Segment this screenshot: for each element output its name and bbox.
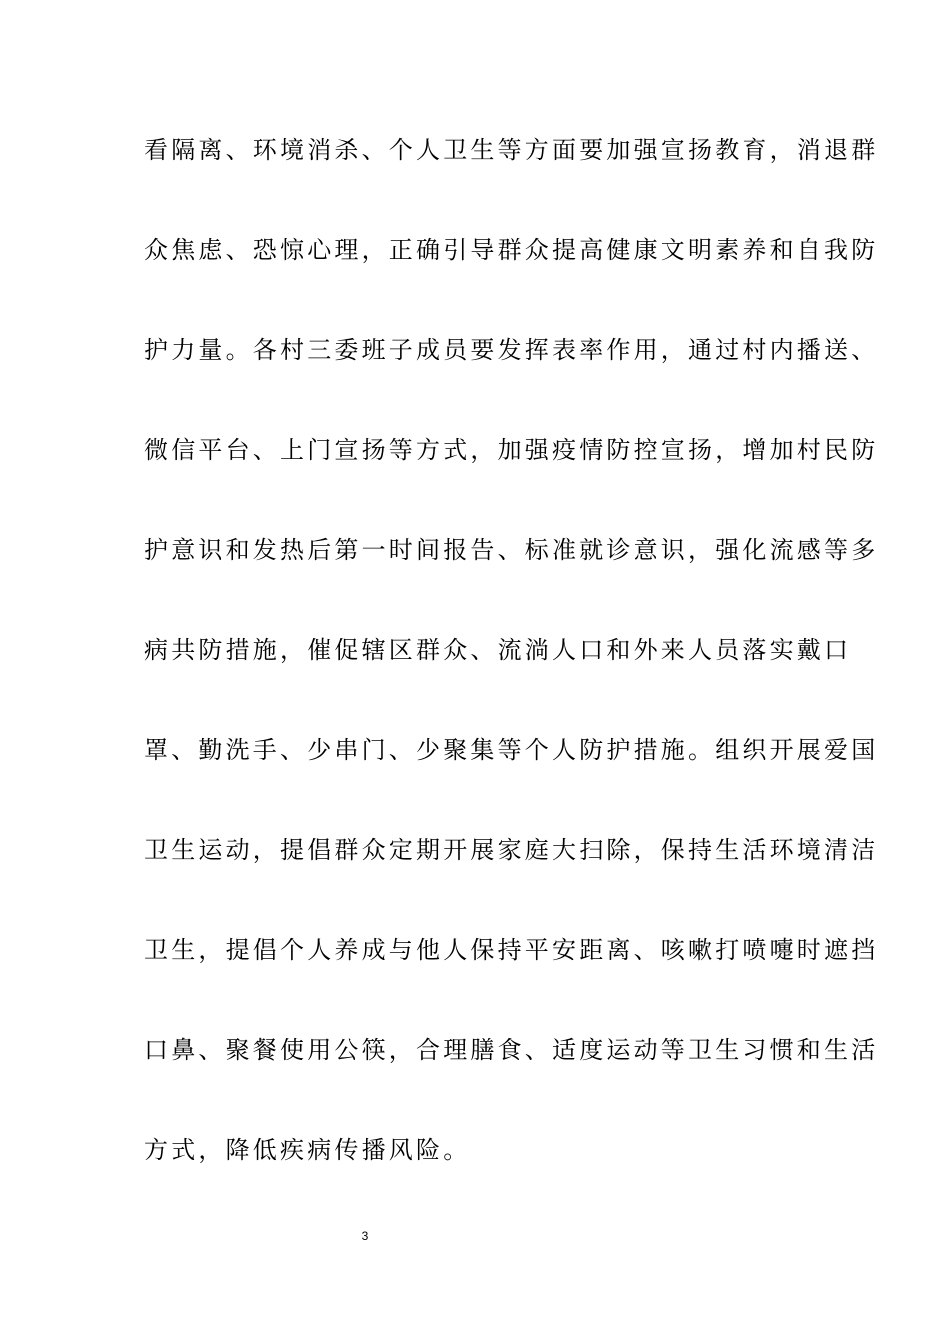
- text-line: 看隔离、环境消杀、个人卫生等方面要加强宣扬教育，消退群: [144, 136, 879, 164]
- text-line: 微信平台、上门宣扬等方式，加强疫情防控宣扬，增加村民防: [144, 436, 879, 464]
- text-line: 护力量。各村三委班子成员要发挥表率作用，通过村内播送、: [144, 336, 879, 364]
- text-line: 方式，降低疾病传播风险。: [144, 1136, 471, 1164]
- text-line: 卫生，提倡个人养成与他人保持平安距离、咳嗽打喷嚏时遮挡: [144, 936, 879, 964]
- text-line: 罩、勤洗手、少串门、少聚集等个人防护措施。组织开展爱国: [144, 736, 879, 764]
- text-line: 众焦虑、恐惊心理，正确引导群众提高健康文明素养和自我防: [144, 236, 879, 264]
- text-line: 卫生运动，提倡群众定期开展家庭大扫除，保持生活环境清洁: [144, 836, 879, 864]
- page-number: 3: [361, 1229, 369, 1243]
- text-line: 病共防措施，催促辖区群众、流淌人口和外来人员落实戴口: [144, 636, 852, 664]
- text-line: 护意识和发热后第一时间报告、标准就诊意识，强化流感等多: [144, 536, 879, 564]
- text-line: 口鼻、聚餐使用公筷，合理膳食、适度运动等卫生习惯和生活: [144, 1036, 879, 1064]
